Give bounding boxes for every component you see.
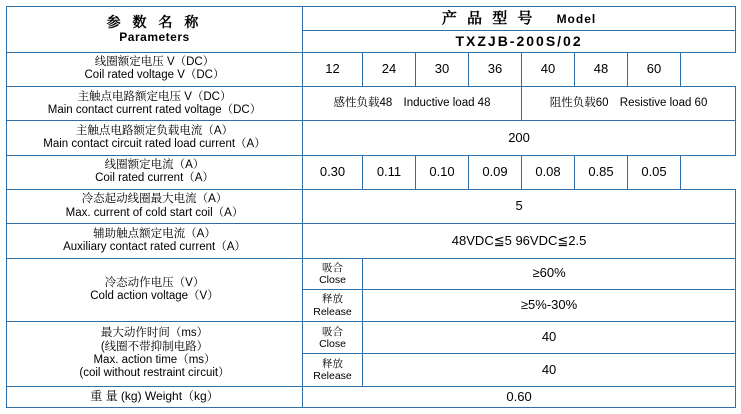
cell-main-contact-load-current: 200	[303, 121, 736, 155]
table-row	[7, 155, 736, 189]
cell-coil-current: 0.30	[303, 155, 363, 189]
sub-label-release: 释放 Release	[303, 354, 363, 387]
cell-coil-voltage: 48	[575, 52, 628, 86]
table-header-row	[7, 7, 736, 31]
cell-coil-voltage: 40	[522, 52, 575, 86]
cell-coil-voltage: 60	[628, 52, 681, 86]
row-label-coil-rated-current: 线圈额定电流（A） Coil rated current（A）	[7, 155, 303, 189]
row-label-cold-action-voltage: 冷态动作电压（V） Cold action voltage（V）	[7, 258, 303, 321]
row-label-main-contact-rated-load-current: 主触点电路额定负载电流（A） Main contact circuit rated load current（A）	[7, 121, 303, 155]
row-label-coil-rated-voltage: 线圈额定电压 V（DC） Coil rated voltage V（DC）	[7, 52, 303, 86]
cell-weight: 0.60	[303, 386, 736, 407]
cell-coil-voltage: 36	[469, 52, 522, 86]
table-row	[7, 321, 736, 354]
cell-coil-voltage: 24	[363, 52, 416, 86]
cell-cold-action-voltage-release: ≥5%-30%	[363, 290, 736, 322]
cell-max-action-time-close: 40	[363, 321, 736, 354]
cell-inductive-load: 感性负载48 Inductive load 48	[303, 87, 522, 121]
row-label-weight: 重 量 (kg) Weight（kg）	[7, 386, 303, 407]
row-label-cold-start-max-current: 冷态起动线圈最大电流（A） Max. current of cold start coil（A）	[7, 190, 303, 224]
header-parameters-cn: 参 数 名 称	[106, 14, 203, 31]
sub-label-close: 吸合 Close	[303, 258, 363, 290]
cell-max-action-time-release: 40	[363, 354, 736, 387]
cell-auxiliary-contact-rated-current: 48VDC≦5 96VDC≦2.5	[303, 224, 736, 258]
table-row	[7, 224, 736, 258]
cell-coil-current: 0.09	[469, 155, 522, 189]
table-row	[7, 87, 736, 121]
row-label-auxiliary-contact-rated-current: 辅助触点额定电流（A） Auxiliary contact rated current（A）	[7, 224, 303, 258]
specification-table	[6, 6, 736, 408]
cell-coil-current: 0.85	[575, 155, 628, 189]
cell-coil-current: 0.05	[628, 155, 681, 189]
cell-cold-action-voltage-close: ≥60%	[363, 258, 736, 290]
sub-label-release: 释放 Release	[303, 290, 363, 322]
table-row	[7, 52, 736, 86]
model-number-cell: TXZJB-200S/02	[303, 30, 736, 52]
table-row	[7, 190, 736, 224]
table-row	[7, 121, 736, 155]
cell-resistive-load: 阻性负载60 Resistive load 60	[522, 87, 736, 121]
header-parameters-en: Parameters	[119, 29, 190, 44]
cell-coil-current: 0.10	[416, 155, 469, 189]
cell-cold-start-max-current: 5	[303, 190, 736, 224]
cell-coil-current: 0.08	[522, 155, 575, 189]
header-model-cn: 产 品 型 号	[441, 9, 536, 27]
table-row	[7, 258, 736, 290]
header-model-en: Model	[556, 11, 597, 26]
sub-label-close: 吸合 Close	[303, 321, 363, 354]
cell-coil-current: 0.11	[363, 155, 416, 189]
row-label-main-contact-rated-voltage: 主触点电路额定电压 V（DC） Main contact current rated voltage（DC）	[7, 87, 303, 121]
table-row	[7, 386, 736, 407]
header-model-cell	[303, 7, 736, 31]
row-label-max-action-time: 最大动作时间（ms） (线圈不带抑制电路） Max. action time（ms） (coil without restraint circuit）	[7, 321, 303, 386]
header-parameters-cell	[7, 7, 303, 53]
cell-coil-voltage: 12	[303, 52, 363, 86]
cell-coil-voltage: 30	[416, 52, 469, 86]
